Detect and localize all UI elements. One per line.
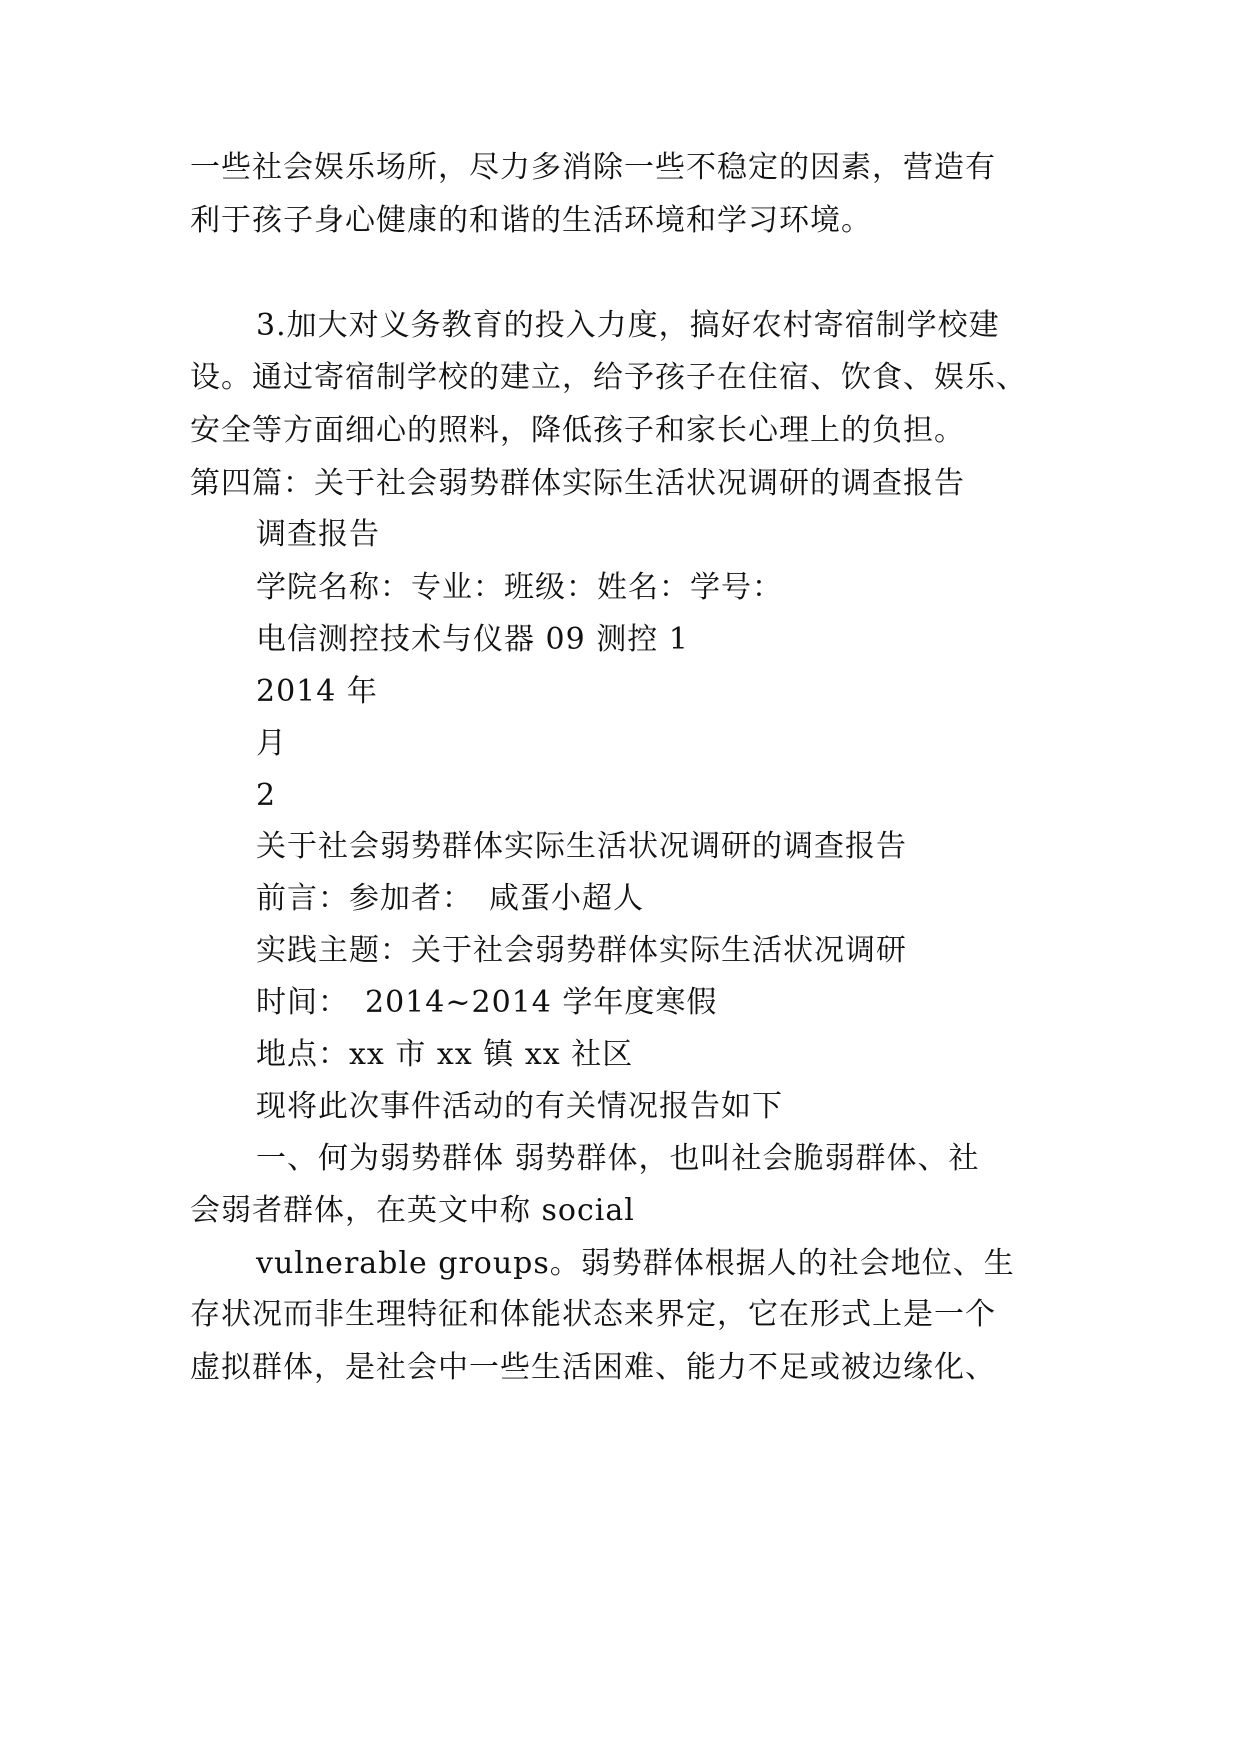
year-line: 2014 年 [256, 674, 378, 709]
major-class-line: 电信测控技术与仪器 09 测控 1 [256, 622, 689, 657]
text-line: 会弱者群体，在英文中称 social [190, 1193, 635, 1228]
text-line: 3.加大对义务教育的投入力度，搞好农村寄宿制学校建 [256, 308, 1000, 343]
theme-line: 实践主题：关于社会弱势群体实际生活状况调研 [256, 933, 907, 968]
section-heading: 第四篇：关于社会弱势群体实际生活状况调研的调查报告 [190, 466, 965, 501]
text-line: 虚拟群体，是社会中一些生活困难、能力不足或被边缘化、 [190, 1350, 996, 1385]
month-line: 月 [256, 726, 287, 761]
participants-line: 前言：参加者： 咸蛋小超人 [256, 881, 644, 916]
time-line: 时间： 2014~2014 学年度寒假 [256, 985, 718, 1020]
text-line: vulnerable groups。弱势群体根据人的社会地位、生 [256, 1246, 1015, 1281]
text-line: 一些社会娱乐场所，尽力多消除一些不稳定的因素，营造有 [190, 150, 996, 185]
text-line: 利于孩子身心健康的和谐的生活环境和学习环境。 [190, 203, 872, 238]
info-fields-line: 学院名称：专业：班级：姓名：学号： [256, 570, 783, 605]
report-subtitle: 关于社会弱势群体实际生活状况调研的调查报告 [256, 829, 907, 864]
text-line: 安全等方面细心的照料，降低孩子和家长心理上的负担。 [190, 413, 965, 448]
intro-line: 现将此次事件活动的有关情况报告如下 [256, 1089, 783, 1124]
text-line: 设。通过寄宿制学校的建立，给予孩子在住宿、饮食、娱乐、 [190, 360, 1027, 395]
report-title: 调查报告 [256, 517, 380, 552]
text-line: 存状况而非生理特征和体能状态来界定，它在形式上是一个 [190, 1297, 996, 1332]
location-line: 地点：xx 市 xx 镇 xx 社区 [256, 1037, 634, 1072]
day-line: 2 [256, 778, 277, 813]
text-line: 一、何为弱势群体 弱势群体，也叫社会脆弱群体、社 [256, 1141, 980, 1176]
